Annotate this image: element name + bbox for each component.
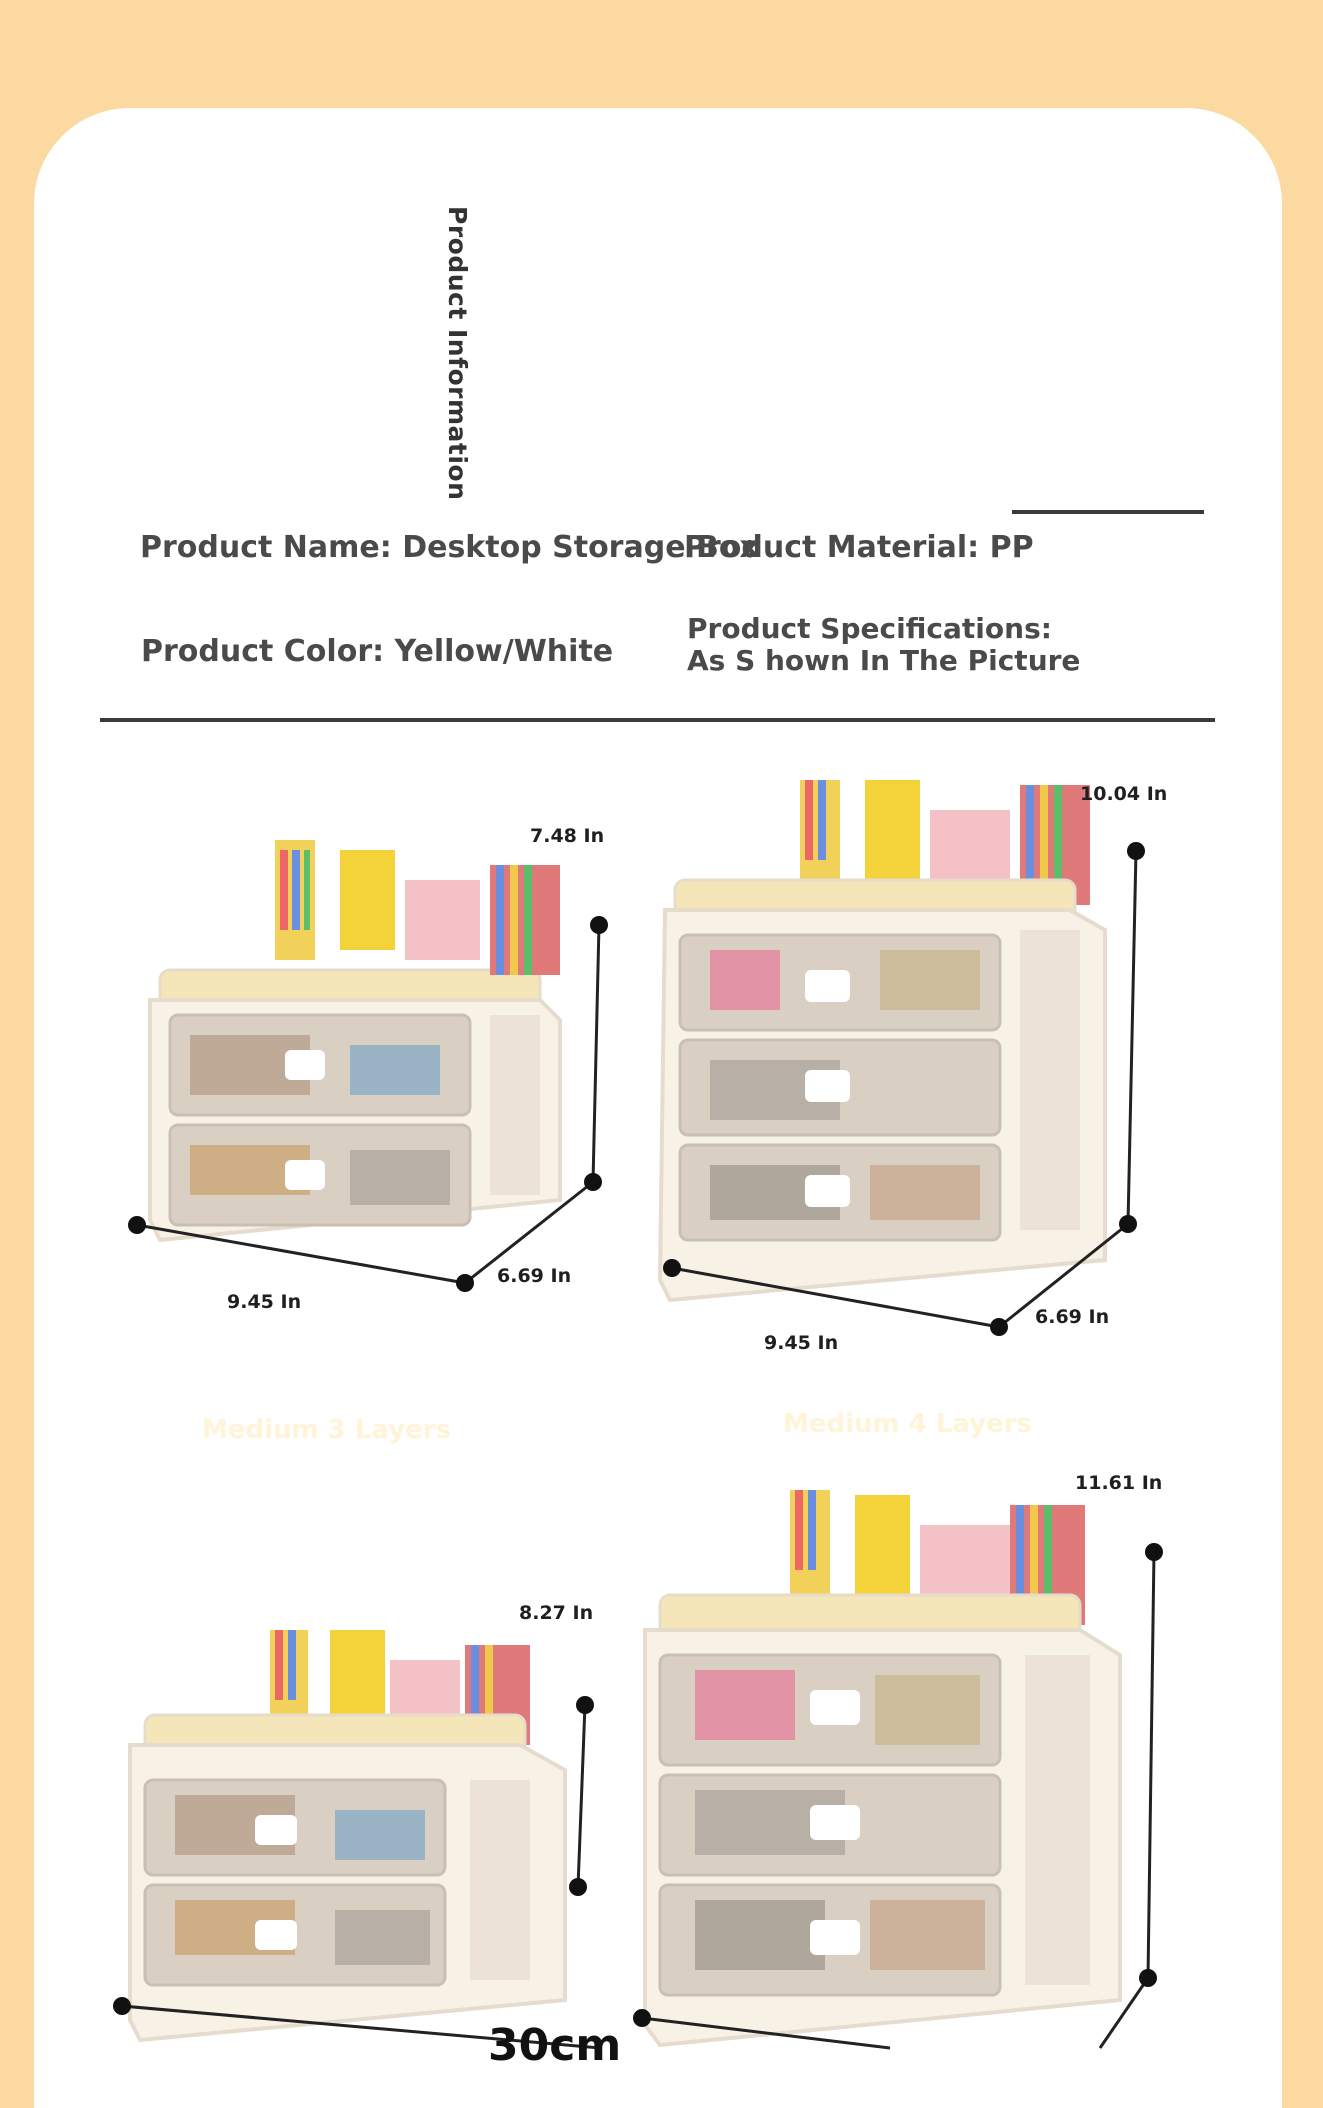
depth-label-4-layers: 6.69 In: [1035, 1306, 1110, 1328]
height-label-3-layers: 7.48 In: [530, 825, 605, 847]
width-label-4-layers: 9.45 In: [764, 1332, 839, 1354]
spec-product-specifications: Product Specifications: As S hown In The Picture: [687, 612, 1081, 677]
spec-product-name: Product Name: Desktop Storage Box: [140, 530, 759, 565]
bottom-width-label: 30cm: [488, 2020, 622, 2071]
height-label-large-3-layers: 8.27 In: [519, 1602, 594, 1624]
spec-divider: [100, 718, 1215, 722]
height-label-large-4-layers: 11.61 In: [1075, 1472, 1163, 1494]
dimension-lines-4-layers: [650, 840, 1150, 1340]
width-label-3-layers: 9.45 In: [227, 1291, 302, 1313]
top-rule: [1012, 510, 1204, 514]
depth-label-3-layers: 6.69 In: [497, 1265, 572, 1287]
dimension-lines-3-layers: [120, 910, 620, 1300]
dimension-lines-large-3-layers: [100, 1690, 600, 2048]
caption-3-layers: Medium 3 Layers: [202, 1415, 452, 1445]
caption-4-layers: Medium 4 Layers: [783, 1409, 1033, 1439]
height-label-4-layers: 10.04 In: [1080, 783, 1168, 805]
section-title: Product Information: [443, 206, 472, 501]
dimension-lines-large-4-layers: [630, 1540, 1150, 2048]
spec-product-color: Product Color: Yellow/White: [141, 634, 614, 669]
spec-product-material: Product Material: PP: [684, 530, 1034, 565]
